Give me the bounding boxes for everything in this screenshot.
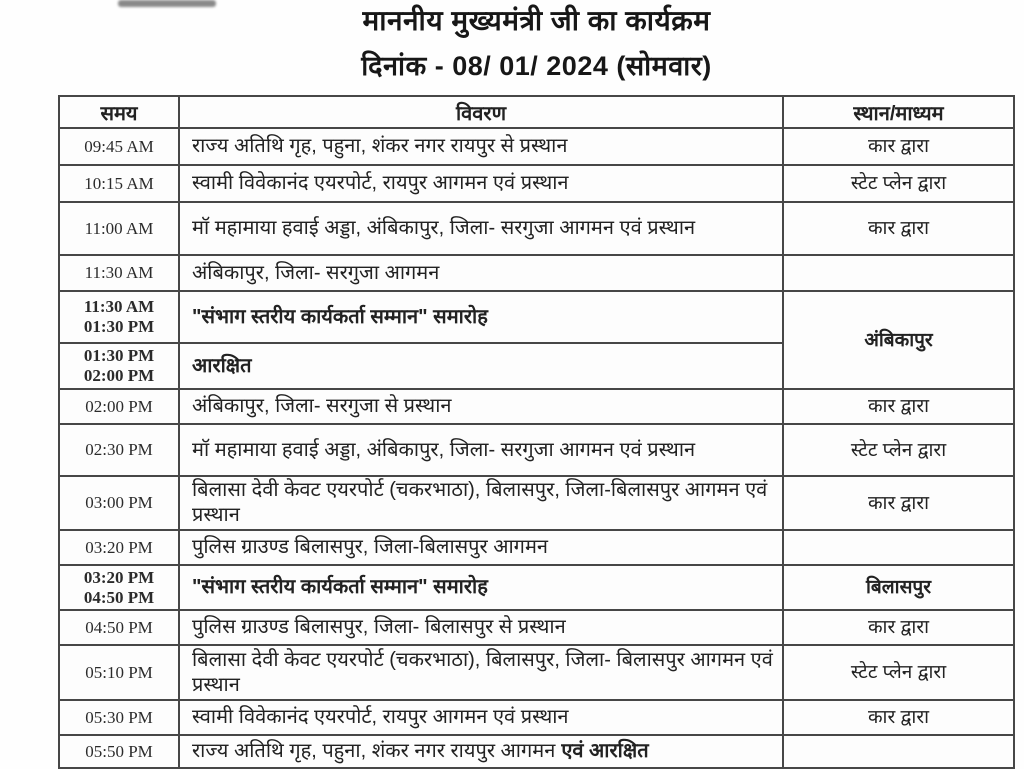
table-row xyxy=(59,291,1014,343)
description-bold-suffix: एवं आरक्षित xyxy=(561,740,649,762)
time-cell: 04:50 PM xyxy=(59,610,179,645)
time-cell: 10:15 AM xyxy=(59,165,179,202)
description-cell: स्वामी विवेकानंद एयरपोर्ट, रायपुर आगमन एवं प्रस्थान xyxy=(179,700,783,735)
time-cell xyxy=(59,565,179,610)
time-end: 04:50 PM xyxy=(83,587,155,607)
time-cell: 11:00 AM xyxy=(59,202,179,255)
description-cell: "संभाग स्तरीय कार्यकर्ता सम्मान" समारोह xyxy=(179,565,783,610)
table-row xyxy=(59,610,1014,645)
time-cell: 11:30 AM xyxy=(59,255,179,291)
table-row xyxy=(59,476,1014,530)
time-end: 01:30 PM xyxy=(83,317,155,336)
description-cell: राज्य अतिथि गृह, पहुना, शंकर नगर रायपुर से प्रस्थान xyxy=(179,128,783,165)
time-end: 02:00 PM xyxy=(83,366,155,385)
time-cell: 03:00 PM xyxy=(59,476,179,530)
description-cell: स्वामी विवेकानंद एयरपोर्ट, रायपुर आगमन एवं प्रस्थान xyxy=(179,165,783,202)
table-row xyxy=(59,424,1014,476)
description-cell xyxy=(179,735,783,768)
time-cell: 09:45 AM xyxy=(59,128,179,165)
time-cell xyxy=(59,343,179,389)
place-cell: कार द्वारा xyxy=(783,128,1014,165)
table-row xyxy=(59,735,1014,768)
place-cell: स्टेट प्लेन द्वारा xyxy=(783,424,1014,476)
description-cell: पुलिस ग्राउण्ड बिलासपुर, जिला-बिलासपुर आगमन xyxy=(179,530,783,565)
table-row xyxy=(59,565,1014,610)
header-time: समय xyxy=(59,96,179,128)
header-description: विवरण xyxy=(179,96,783,128)
table-row xyxy=(59,645,1014,700)
time-cell: 05:10 PM xyxy=(59,645,179,700)
description-cell: मॉ महामाया हवाई अड्डा, अंबिकापुर, जिला- सरगुजा आगमन एवं प्रस्थान xyxy=(179,424,783,476)
description-text: राज्य अतिथि गृह, पहुना, शंकर नगर रायपुर आगमन xyxy=(192,740,556,762)
place-cell xyxy=(783,530,1014,565)
schedule-table xyxy=(58,95,1015,769)
time-cell xyxy=(59,291,179,343)
time-cell: 03:20 PM xyxy=(59,530,179,565)
description-cell: बिलासा देवी केवट एयरपोर्ट (चकरभाठा), बिलासपुर, जिला- बिलासपुर आगमन एवं प्रस्थान xyxy=(179,645,783,700)
time-cell: 02:30 PM xyxy=(59,424,179,476)
description-cell: मॉ महामाया हवाई अड्डा, अंबिकापुर, जिला- सरगुजा आगमन एवं प्रस्थान xyxy=(179,202,783,255)
time-cell: 05:50 PM xyxy=(59,735,179,768)
place-cell: स्टेट प्लेन द्वारा xyxy=(783,165,1014,202)
table-row xyxy=(59,255,1014,291)
time-cell: 05:30 PM xyxy=(59,700,179,735)
time-start: 11:30 AM xyxy=(83,297,155,316)
description-cell: अंबिकापुर, जिला- सरगुजा से प्रस्थान xyxy=(179,389,783,424)
table-row xyxy=(59,700,1014,735)
table-row xyxy=(59,165,1014,202)
place-cell-merged: अंबिकापुर xyxy=(783,291,1014,389)
description-cell: पुलिस ग्राउण्ड बिलासपुर, जिला- बिलासपुर से प्रस्थान xyxy=(179,610,783,645)
description-cell: "संभाग स्तरीय कार्यकर्ता सम्मान" समारोह xyxy=(179,291,783,343)
place-cell: बिलासपुर xyxy=(783,565,1014,610)
table-row xyxy=(59,389,1014,424)
place-cell xyxy=(783,735,1014,768)
table-row xyxy=(59,530,1014,565)
header-place: स्थान/माध्यम xyxy=(783,96,1014,128)
table-row xyxy=(59,128,1014,165)
table-row xyxy=(59,202,1014,255)
page-title: माननीय मुख्यमंत्री जी का कार्यक्रम xyxy=(362,5,711,36)
time-start: 03:20 PM xyxy=(83,567,155,587)
place-cell: कार द्वारा xyxy=(783,476,1014,530)
table-header-row xyxy=(59,96,1014,128)
time-start: 01:30 PM xyxy=(83,346,155,365)
place-cell: कार द्वारा xyxy=(783,389,1014,424)
schedule-table-container xyxy=(58,95,1015,769)
place-cell xyxy=(783,255,1014,291)
time-cell: 02:00 PM xyxy=(59,389,179,424)
description-cell: बिलासा देवी केवट एयरपोर्ट (चकरभाठा), बिलासपुर, जिला-बिलासपुर आगमन एवं प्रस्थान xyxy=(179,476,783,530)
description-cell: अंबिकापुर, जिला- सरगुजा आगमन xyxy=(179,255,783,291)
place-cell: कार द्वारा xyxy=(783,700,1014,735)
description-cell: आरक्षित xyxy=(179,343,783,389)
place-cell: स्टेट प्लेन द्वारा xyxy=(783,645,1014,700)
place-cell: कार द्वारा xyxy=(783,610,1014,645)
place-cell: कार द्वारा xyxy=(783,202,1014,255)
page-date: दिनांक - 08/ 01/ 2024 (सोमवार) xyxy=(361,51,712,81)
